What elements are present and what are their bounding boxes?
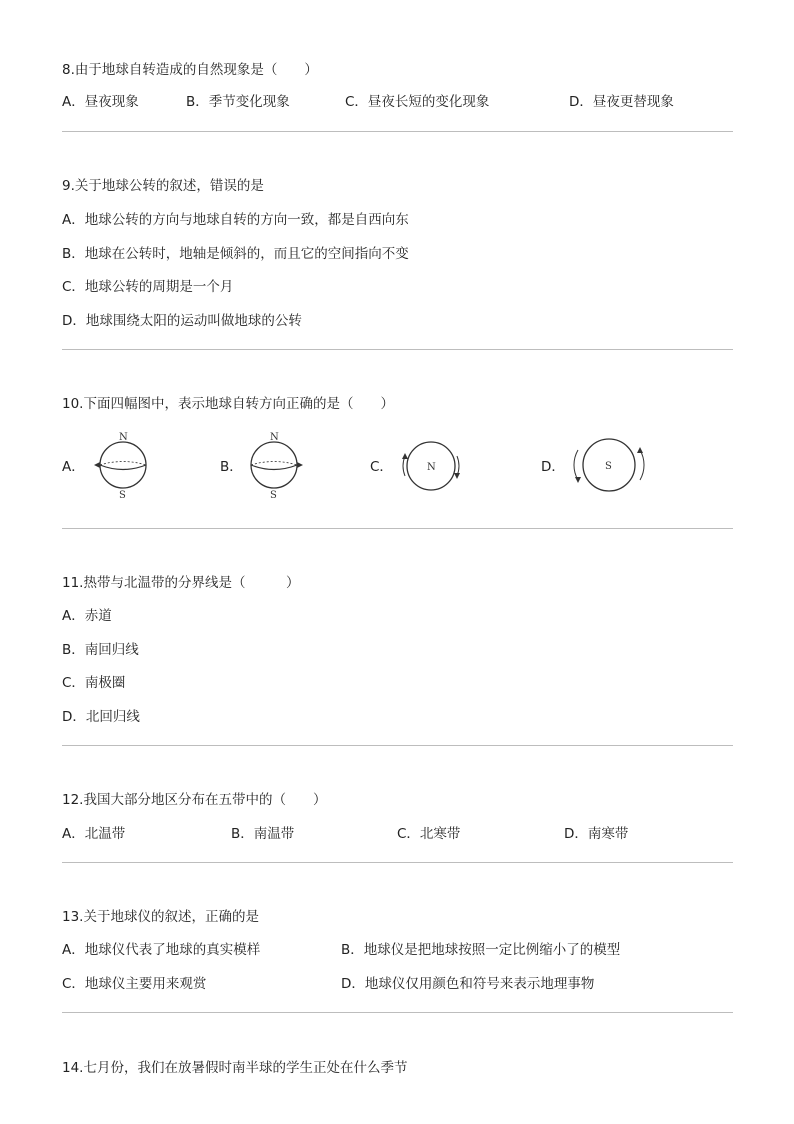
q12-option-c[interactable]: C．北寒带 [397, 826, 461, 842]
q9-option-d[interactable]: D．地球围绕太阳的运动叫做地球的公转 [62, 313, 302, 329]
divider [62, 131, 733, 132]
q8-option-c[interactable]: C．昼夜长短的变化现象 [345, 94, 490, 110]
q13-option-d[interactable]: D．地球仪仅用颜色和符号来表示地理事物 [341, 976, 595, 992]
rotation-arc-right [640, 450, 644, 480]
south-label: S [270, 490, 277, 501]
north-label: N [427, 462, 436, 473]
q10-option-d[interactable]: D． [541, 459, 565, 475]
arrow-up-icon [637, 447, 643, 453]
equator-back-line [251, 462, 297, 466]
equator-line [100, 465, 146, 470]
south-label: S [605, 461, 612, 472]
globe-figure-d [568, 432, 652, 498]
north-label: N [270, 432, 279, 443]
q10-option-c[interactable]: C． [370, 459, 393, 475]
q10-option-b[interactable]: B． [220, 459, 243, 475]
q8-option-d[interactable]: D．昼夜更替现象 [569, 94, 674, 110]
divider [62, 1012, 733, 1013]
q13-option-b[interactable]: B．地球仪是把地球按照一定比例缩小了的模型 [341, 942, 621, 958]
rotation-arc-left [574, 450, 578, 480]
q11-option-c[interactable]: C．南极圈 [62, 675, 126, 691]
q9-option-b[interactable]: B．地球在公转时，地轴是倾斜的，而且它的空间指向不变 [62, 246, 409, 262]
divider [62, 528, 733, 529]
q11-option-d[interactable]: D．北回归线 [62, 709, 140, 725]
q11-option-b[interactable]: B．南回归线 [62, 642, 139, 658]
question-11-stem: 11.热带与北温带的分界线是（ ） [62, 575, 300, 591]
q12-option-a[interactable]: A．北温带 [62, 826, 126, 842]
arrow-right-icon [297, 462, 303, 468]
globe-figure-a [88, 428, 158, 502]
q8-option-a[interactable]: A．昼夜现象 [62, 94, 139, 110]
q9-option-a[interactable]: A．地球公转的方向与地球自转的方向一致，都是自西向东 [62, 212, 409, 228]
arrow-down-icon [575, 477, 581, 483]
question-9-stem: 9.关于地球公转的叙述，错误的是 [62, 178, 264, 194]
equator-back-line [100, 462, 146, 466]
q9-option-c[interactable]: C．地球公转的周期是一个月 [62, 279, 234, 295]
arrow-left-icon [94, 462, 100, 468]
divider [62, 745, 733, 746]
q13-option-c[interactable]: C．地球仪主要用来观赏 [62, 976, 207, 992]
q12-option-d[interactable]: D．南寒带 [564, 826, 629, 842]
globe-figure-c [396, 436, 466, 496]
q10-option-a[interactable]: A． [62, 459, 85, 475]
question-13-stem: 13.关于地球仪的叙述，正确的是 [62, 909, 259, 925]
south-label: S [119, 490, 126, 501]
question-12-stem: 12.我国大部分地区分布在五带中的（ ） [62, 792, 327, 808]
q13-option-a[interactable]: A．地球仪代表了地球的真实模样 [62, 942, 261, 958]
globe-circle [100, 442, 146, 488]
divider [62, 349, 733, 350]
globe-circle [251, 442, 297, 488]
question-10-stem: 10.下面四幅图中，表示地球自转方向正确的是（ ） [62, 396, 394, 412]
question-8-stem: 8.由于地球自转造成的自然现象是（ ） [62, 62, 318, 78]
arrow-down-icon [454, 473, 460, 479]
north-label: N [119, 432, 128, 443]
question-14-stem: 14.七月份，我们在放暑假时南半球的学生正处在什么季节 [62, 1060, 408, 1076]
q8-option-b[interactable]: B．季节变化现象 [186, 94, 290, 110]
globe-figure-b [239, 428, 309, 502]
q11-option-a[interactable]: A．赤道 [62, 608, 112, 624]
equator-line [251, 465, 297, 470]
q12-option-b[interactable]: B．南温带 [231, 826, 295, 842]
arrow-up-icon [402, 453, 408, 459]
divider [62, 862, 733, 863]
